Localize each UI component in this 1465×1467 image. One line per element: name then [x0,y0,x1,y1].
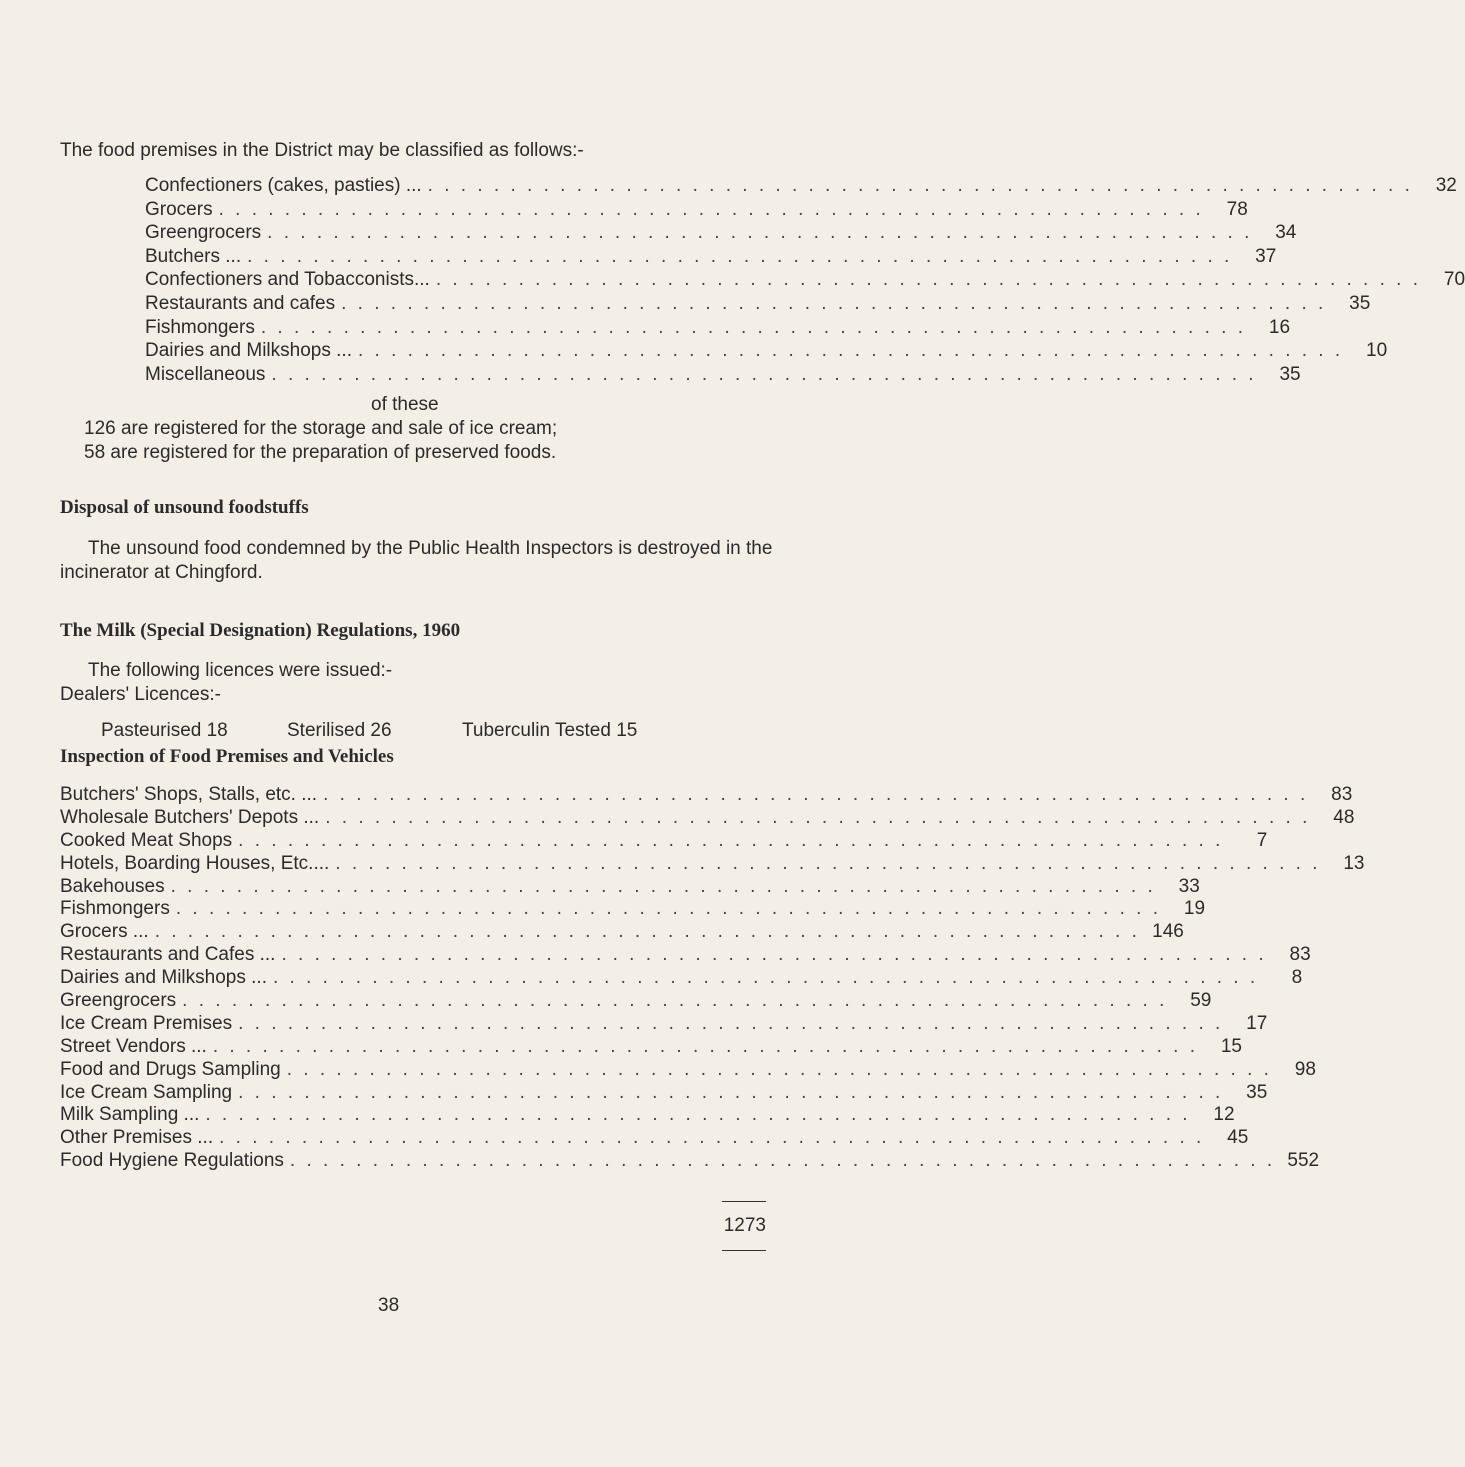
item-value: 13 [1343,852,1365,874]
item-value: 16 [1268,316,1291,338]
inspections-total: 1273 [723,1215,766,1236]
item-label: Wholesale Butchers' Depots ... [60,806,320,828]
leader-dots: . . . . . . . . . . . . . . . . . . . . . . . . . . . . . . . . . . . . . . . . . . . . . . . . . . . . . . . . . . . . [175,898,1162,920]
item-value: 98 [1294,1058,1316,1080]
item-label: Fishmongers [145,316,255,338]
item-label: Confectioners (cakes, pasties) ... [145,175,422,196]
item-label: Grocers ... [60,921,149,943]
list-item [60,1081,1268,1105]
premises-classification-list [145,174,1465,386]
item-value: 552 [1287,1150,1320,1172]
list-item [145,363,1301,387]
item-label: Food Hygiene Regulations [60,1150,284,1172]
list-item [60,921,1184,944]
milk-regulations-heading: The Milk (Special Designation) Regulations, 1960 [60,620,461,641]
item-value: 83 [1331,784,1353,805]
item-value: 35 [1246,1081,1268,1103]
registered-ice-cream: 126 are registered for the storage and sale of ice cream; [84,418,558,439]
item-label: Grocers [145,198,213,220]
disposal-paragraph: The unsound food condemned by the Public Health Inspectors is destroyed in the incinerator at Chingford. [60,538,773,583]
item-value: 35 [1279,363,1301,385]
item-value: 83 [1289,944,1311,966]
item-label: Confectioners and Tobacconists... [145,269,430,291]
leader-dots: . . . . . . . . . . . . . . . . . . . . . . . . . . . . . . . . . . . . . . . . . . . . . . . . . . . . . . . . . . . . [182,990,1168,1012]
item-label: Butchers' Shops, Stalls, etc. ... [60,784,318,805]
item-value: 70 [1443,269,1465,291]
leader-dots: . . . . . . . . . . . . . . . . . . . . . . . . . . . . . . . . . . . . . . . . . . . . . . . . . . . . . . . . . . . . [154,921,1140,943]
item-label: Other Premises ... [60,1127,214,1149]
of-these-label: of these [371,394,439,415]
leader-dots: . . . . . . . . . . . . . . . . . . . . . . . . . . . . . . . . . . . . . . . . . . . . . . . . . . . . . . . . . . . . [281,944,1267,966]
item-value: 48 [1333,806,1355,828]
item-value: 146 [1152,921,1184,943]
disposal-heading: Disposal of unsound foodstuffs [60,497,309,518]
intro-text: The food premises in the District may be classified as follows:- [60,140,584,161]
item-label: Hotels, Boarding Houses, Etc.... [60,852,330,874]
item-value: 10 [1366,340,1388,362]
item-value: 12 [1213,1104,1235,1126]
item-label: Restaurants and Cafes ... [60,944,276,966]
list-item [60,1127,1249,1150]
item-value: 32 [1435,175,1457,196]
item-label: Food and Drugs Sampling [60,1058,281,1080]
list-item [145,339,1388,363]
item-label: Cooked Meat Shops [60,829,233,851]
list-item [60,784,1353,807]
item-label: Restaurants and cafes [145,292,336,314]
item-value: 78 [1226,198,1248,220]
leader-dots: . . . . . . . . . . . . . . . . . . . . . . . . . . . . . . . . . . . . . . . . . . . . . . . . . . . . . . . . . . . . [212,1035,1198,1057]
item-label: Milk Sampling ... [60,1104,200,1126]
leader-dots: . . . . . . . . . . . . . . . . . . . . . . . . . . . . . . . . . . . . . . . . . . . . . . . . . . . . . . . . . . . . [170,875,1156,897]
leader-dots: . . . . . . . . . . . . . . . . . . . . . . . . . . . . . . . . . . . . . . . . . . . . . . . . . . . . . . . . . . . . [341,292,1327,314]
licence-tuberculin-tested: Tuberculin Tested 15 [462,720,638,741]
item-value: 35 [1349,292,1371,314]
leader-dots: . . . . . . . . . . . . . . . . . . . . . . . . . . . . . . . . . . . . . . . . . . . . . . . . . . . . . . . . . . . . [218,198,1204,220]
item-value: 17 [1246,1012,1268,1034]
item-label: Greengrocers [60,990,177,1012]
list-item [60,829,1268,853]
list-item [60,852,1365,876]
list-item [60,1150,1320,1173]
list-item [145,292,1371,316]
list-item [145,174,1457,198]
leader-dots: . . . . . . . . . . . . . . . . . . . . . . . . . . . . . . . . . . . . . . . . . . . . . . . . . . . . . . . . . . . . [219,1127,1205,1149]
list-item [60,806,1355,830]
page-number: 38 [378,1295,400,1316]
item-label: Butchers ... [145,245,242,267]
list-item [60,898,1206,921]
list-item [60,875,1200,899]
leader-dots: . . . . . . . . . . . . . . . . . . . . . . . . . . . . . . . . . . . . . . . . . . . . . . . . . . . . . . . . . . . . [238,1081,1224,1103]
leader-dots: . . . . . . . . . . . . . . . . . . . . . . . . . . . . . . . . . . . . . . . . . . . . . . . . . . . . . . . . . . . . [286,1058,1272,1080]
leader-dots: . . . . . . . . . . . . . . . . . . . . . . . . . . . . . . . . . . . . . . . . . . . . . . . . . . . . . . . . . . . . [238,1012,1224,1034]
item-value: 7 [1256,829,1268,851]
item-label: Ice Cream Premises [60,1012,233,1034]
total-rule-top [722,1201,766,1202]
leader-dots: . . . . . . . . . . . . . . . . . . . . . . . . . . . . . . . . . . . . . . . . . . . . . . . . . . . . . . . . . . . . [289,1150,1276,1172]
item-value: 59 [1190,990,1212,1012]
list-item [145,268,1465,292]
item-label: Bakehouses [60,875,165,897]
leader-dots: . . . . . . . . . . . . . . . . . . . . . . . . . . . . . . . . . . . . . . . . . . . . . . . . . . . . . . . . . . . . [427,175,1413,196]
item-value: 19 [1183,898,1206,920]
item-value: 37 [1255,245,1277,267]
item-label: Greengrocers [145,222,262,244]
leader-dots: . . . . . . . . . . . . . . . . . . . . . . . . . . . . . . . . . . . . . . . . . . . . . . . . . . . . . . . . . . . . [272,967,1259,989]
item-label: Miscellaneous [145,363,266,385]
list-item [60,1012,1268,1036]
list-item [145,316,1291,340]
list-item [60,1035,1242,1059]
item-value: 8 [1291,967,1303,989]
leader-dots: . . . . . . . . . . . . . . . . . . . . . . . . . . . . . . . . . . . . . . . . . . . . . . . . . . . . . . . . . . . . [323,784,1309,805]
milk-intro-text: The following licences were issued:- [88,660,393,681]
leader-dots: . . . . . . . . . . . . . . . . . . . . . . . . . . . . . . . . . . . . . . . . . . . . . . . . . . . . . . . . . . . . [271,363,1257,385]
item-label: Dairies and Milkshops ... [145,340,352,362]
licence-sterilised: Sterilised 26 [287,720,392,741]
list-item [60,990,1212,1013]
leader-dots: . . . . . . . . . . . . . . . . . . . . . . . . . . . . . . . . . . . . . . . . . . . . . . . . . . . . . . . . . . . . [267,222,1253,244]
list-item [60,967,1303,990]
item-value: 45 [1227,1127,1249,1149]
licence-pasteurised: Pasteurised 18 [101,720,228,741]
inspection-list [60,784,1365,1173]
item-label: Dairies and Milkshops ... [60,967,267,989]
list-item [145,198,1248,222]
list-item [145,245,1277,269]
list-item [60,1104,1235,1127]
registered-preserved-foods: 58 are registered for the preparation of preserved foods. [84,442,557,463]
inspection-heading: Inspection of Food Premises and Vehicles [60,746,394,767]
item-label: Street Vendors ... [60,1035,207,1057]
item-value: 34 [1275,222,1297,244]
leader-dots: . . . . . . . . . . . . . . . . . . . . . . . . . . . . . . . . . . . . . . . . . . . . . . . . . . . . . . . . . . . . [357,340,1344,362]
leader-dots: . . . . . . . . . . . . . . . . . . . . . . . . . . . . . . . . . . . . . . . . . . . . . . . . . . . . . . . . . . . . [435,269,1422,291]
dealers-licences-label: Dealers' Licences:- [60,684,221,705]
leader-dots: . . . . . . . . . . . . . . . . . . . . . . . . . . . . . . . . . . . . . . . . . . . . . . . . . . . . . . . . . . . . [238,829,1224,851]
total-rule-bottom [722,1250,766,1251]
list-item [60,944,1311,967]
item-value: 33 [1178,875,1200,897]
item-value: 15 [1220,1035,1242,1057]
list-item [60,1058,1316,1082]
leader-dots: . . . . . . . . . . . . . . . . . . . . . . . . . . . . . . . . . . . . . . . . . . . . . . . . . . . . . . . . . . . . [335,852,1321,874]
leader-dots: . . . . . . . . . . . . . . . . . . . . . . . . . . . . . . . . . . . . . . . . . . . . . . . . . . . . . . . . . . . . [325,806,1311,828]
item-label: Ice Cream Sampling [60,1081,233,1103]
leader-dots: . . . . . . . . . . . . . . . . . . . . . . . . . . . . . . . . . . . . . . . . . . . . . . . . . . . . . . . . . . . . [260,316,1247,338]
leader-dots: . . . . . . . . . . . . . . . . . . . . . . . . . . . . . . . . . . . . . . . . . . . . . . . . . . . . . . . . . . . . [205,1104,1191,1126]
leader-dots: . . . . . . . . . . . . . . . . . . . . . . . . . . . . . . . . . . . . . . . . . . . . . . . . . . . . . . . . . . . . [247,245,1233,267]
item-label: Fishmongers [60,898,170,920]
list-item [145,221,1297,245]
